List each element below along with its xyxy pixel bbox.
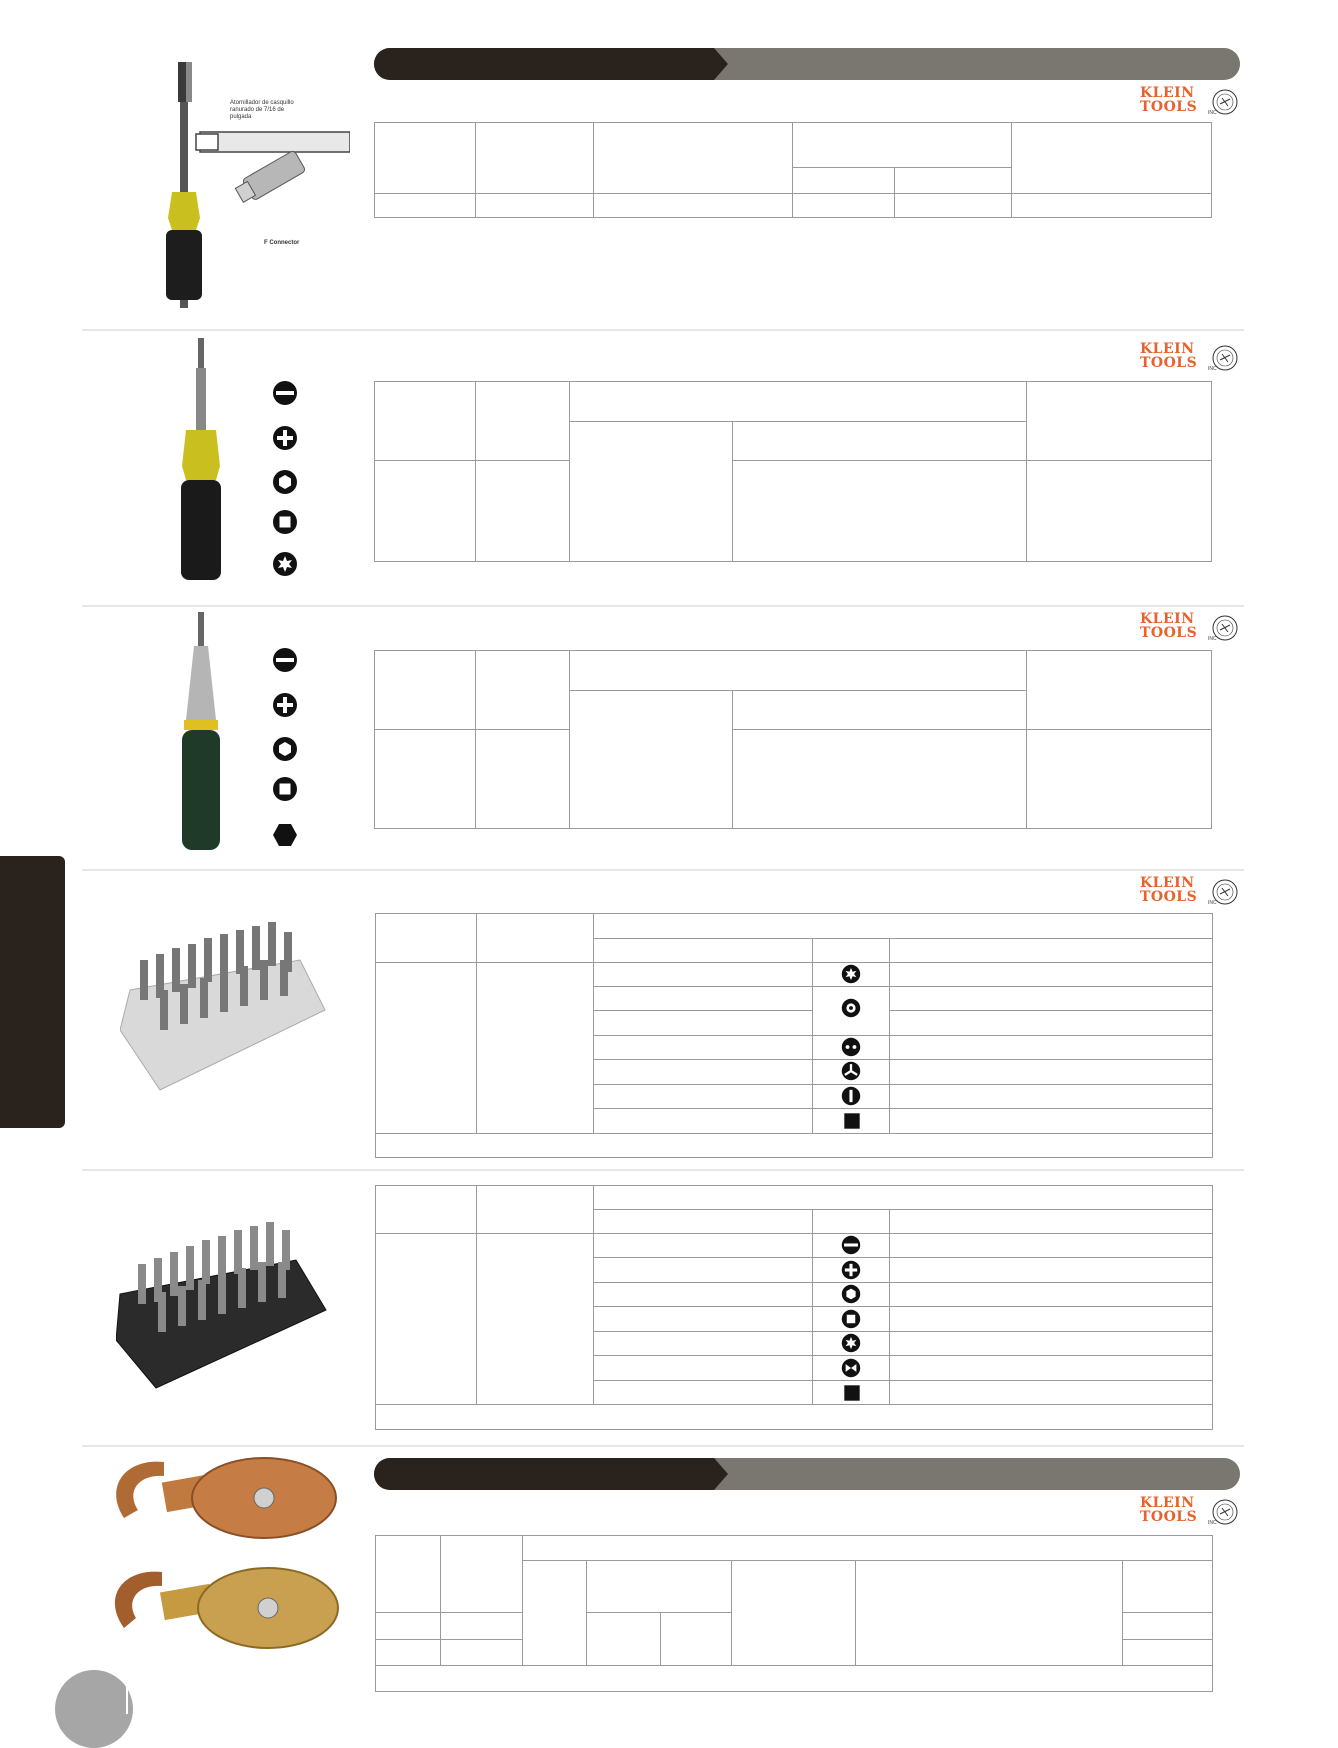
klein-tools-logo: KLEIN TOOLS INC — [1140, 612, 1242, 646]
divider — [82, 1445, 1244, 1447]
slotted-tip-icon — [272, 380, 298, 406]
phillips-tip-icon — [272, 425, 298, 451]
ratcheting-screwdriver-image — [176, 610, 226, 854]
hex-socket-icon — [841, 1284, 861, 1304]
hex-socket-icon — [272, 469, 298, 495]
multi-bit-screwdriver-image — [176, 336, 226, 586]
square-tip-icon — [842, 1383, 862, 1403]
slotted-tip-icon — [272, 647, 298, 673]
hex-key-icon — [272, 822, 298, 848]
square-tip-icon — [272, 776, 298, 802]
snatch-block-image — [104, 1448, 354, 1658]
square-tip-icon — [272, 509, 298, 535]
spanner-tip-icon — [841, 1037, 861, 1057]
torx-tip-icon — [841, 1333, 861, 1353]
tamperproof-torx-icon — [841, 998, 861, 1018]
section-side-tab — [0, 856, 65, 1128]
tri-wing-icon — [841, 1061, 861, 1081]
klein-tools-logo: KLEIN TOOLS INC — [1140, 1496, 1242, 1530]
clutch-tip-icon — [841, 1358, 861, 1378]
torx-tip-icon — [841, 964, 861, 984]
square-tip-icon — [841, 1309, 861, 1329]
divider — [82, 605, 1244, 607]
divider — [82, 329, 1244, 331]
bit-set-image — [116, 1220, 330, 1390]
divider — [82, 1169, 1244, 1171]
page-number-badge — [55, 1670, 133, 1748]
klein-tools-logo: KLEIN TOOLS INC — [1140, 86, 1242, 120]
slotted-tip-icon — [841, 1235, 861, 1255]
coax-screwdriver-image — [150, 58, 350, 308]
klein-tools-logo: KLEIN TOOLS INC — [1140, 342, 1242, 376]
square-tip-icon — [842, 1111, 862, 1131]
connector-caption: F Connector — [264, 240, 300, 246]
klein-tools-logo: KLEIN TOOLS INC — [1140, 876, 1242, 910]
slotted-pin-icon — [841, 1086, 861, 1106]
phillips-tip-icon — [272, 692, 298, 718]
phillips-tip-icon — [841, 1260, 861, 1280]
divider — [82, 869, 1244, 871]
torx-tip-icon — [272, 551, 298, 577]
page-number-divider — [126, 1680, 128, 1714]
tamperproof-bit-set-image — [120, 920, 330, 1100]
hex-socket-icon — [272, 736, 298, 762]
section-6-banner — [374, 1458, 1240, 1490]
section-1-banner — [374, 48, 1240, 80]
socket-caption: Atornillador de casquillo ranurado de 7/16 de pulgada — [230, 100, 294, 120]
